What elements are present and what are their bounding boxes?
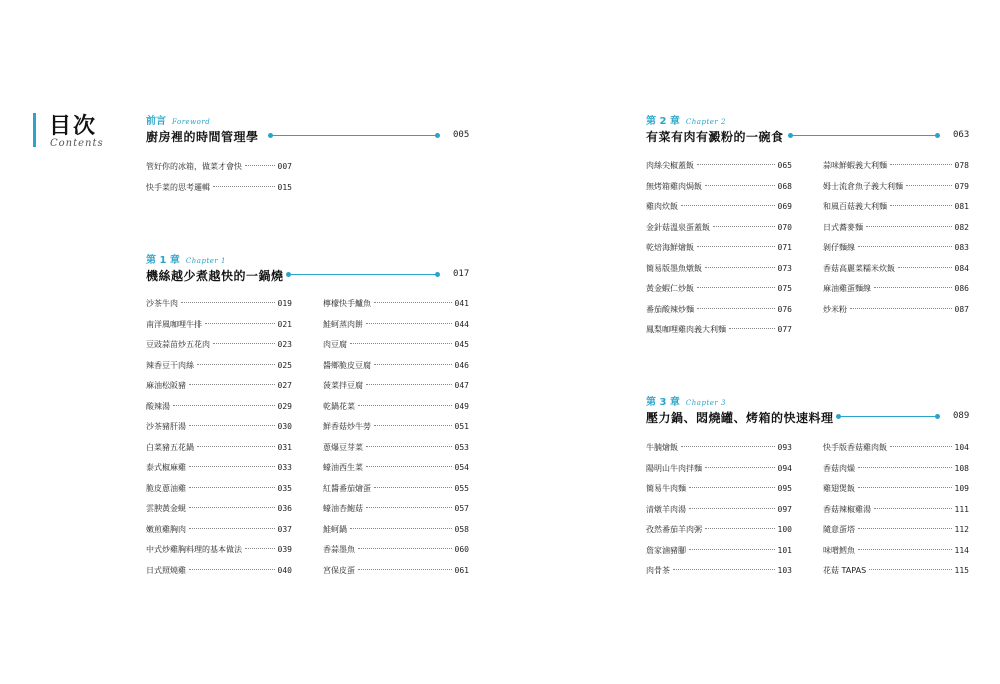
toc-entry[interactable] (323, 483, 469, 495)
foreword-rule (270, 135, 438, 136)
foreword-title: 廚房裡的時間管理學 (146, 130, 259, 144)
toc-entry-title: 鮭蚵鍋 (323, 524, 347, 534)
toc-entry[interactable] (646, 483, 792, 495)
toc-entry[interactable] (323, 339, 469, 351)
leader-dots (189, 528, 275, 529)
foreword-tag: 前言 Foreword (146, 116, 211, 127)
toc-entry-title: 番茄酸辣炒麵 (646, 304, 694, 314)
toc-entry-page: 046 (454, 360, 469, 370)
toc-entry[interactable] (646, 504, 792, 516)
leader-dots (366, 384, 452, 385)
toc-entry[interactable] (323, 565, 469, 577)
toc-entry[interactable] (823, 201, 969, 213)
leader-dots (697, 308, 775, 309)
toc-entry-page: 081 (954, 202, 969, 211)
toc-entry-title: 簡易版墨魚燉飯 (646, 263, 702, 273)
toc-entry[interactable] (323, 442, 469, 454)
toc-entry[interactable] (146, 442, 292, 454)
toc-entry[interactable] (823, 483, 969, 495)
leader-dots (689, 549, 775, 550)
toc-entry-title: 麻油松阪豬 (146, 381, 186, 390)
toc-entry-page: 070 (777, 222, 792, 232)
chapter3-rule (838, 416, 938, 417)
leader-dots (189, 384, 275, 385)
toc-entry[interactable] (646, 304, 792, 316)
toc-entry-page: 095 (777, 484, 792, 493)
toc-entry-title: 乾焙海鮮燴飯 (646, 243, 694, 252)
toc-entry-title: 陽明山牛肉拌麵 (646, 463, 702, 473)
leader-dots (189, 425, 275, 426)
page-title: 目次 (49, 114, 98, 139)
toc-entry[interactable] (146, 380, 292, 392)
toc-entry[interactable] (646, 263, 792, 275)
toc-entry-page: 103 (777, 566, 792, 575)
toc-entry-page: 036 (277, 504, 292, 513)
toc-entry[interactable] (646, 242, 792, 254)
toc-entry-title: 和風百菇義大利麵 (823, 202, 887, 211)
toc-entry[interactable] (646, 442, 792, 454)
leader-dots (366, 466, 452, 467)
toc-entry[interactable] (323, 462, 469, 474)
toc-entry-page: 087 (954, 304, 969, 314)
toc-entry-title: 嫩煎雞胸肉 (146, 524, 186, 534)
chapter2-tag: 第 2 章 Chapter 2 (646, 116, 726, 127)
toc-entry-title: 沙茶豬肝湯 (146, 422, 186, 431)
toc-entry[interactable] (146, 401, 292, 413)
toc-entry[interactable] (323, 298, 469, 310)
toc-entry-title: 脆皮蔥油雞 (146, 483, 186, 493)
leader-dots (189, 569, 275, 570)
toc-entry-page: 071 (777, 243, 792, 252)
toc-entry[interactable] (323, 503, 469, 515)
leader-dots (374, 302, 452, 303)
leader-dots (705, 467, 775, 468)
toc-entry-page: 083 (954, 243, 969, 252)
leader-dots (858, 549, 952, 550)
toc-entry-page: 060 (454, 545, 469, 554)
leader-dots (858, 246, 952, 247)
leader-dots (874, 287, 952, 288)
toc-entry[interactable] (146, 161, 292, 173)
toc-entry-page: 093 (777, 443, 792, 452)
toc-entry[interactable] (823, 565, 969, 577)
toc-entry-page: 031 (277, 442, 292, 452)
toc-entry-title: 快手版香菇雞肉飯 (823, 443, 887, 452)
leader-dots (713, 226, 775, 227)
toc-entry[interactable] (146, 360, 292, 372)
toc-entry-page: 035 (277, 483, 292, 493)
toc-entry-title: 雲腴黃金蜆 (146, 504, 186, 513)
toc-entry-title: 剝仔麵線 (823, 243, 855, 252)
chapter2-title: 有菜有肉有澱粉的一碗食 (646, 130, 784, 144)
leader-dots (858, 487, 952, 488)
toc-entry[interactable] (146, 319, 292, 331)
leader-dots (374, 425, 452, 426)
leader-dots (906, 185, 952, 186)
leader-dots (189, 487, 275, 488)
leader-dots (858, 528, 952, 529)
toc-entry-page: 045 (454, 340, 469, 349)
toc-entry-title: 蔥爆豆芽菜 (323, 442, 363, 452)
toc-entry-page: 007 (277, 162, 292, 171)
toc-entry-page: 101 (777, 545, 792, 555)
toc-entry-title: 辣香豆干肉絲 (146, 360, 194, 370)
leader-dots (890, 205, 952, 206)
chapter1-title: 機絲越少煮越快的一鍋燒 (146, 269, 284, 283)
toc-entry-title: 蠔油杏鮑菇 (323, 504, 363, 513)
toc-entry[interactable] (823, 181, 969, 193)
toc-entry-page: 019 (277, 299, 292, 308)
toc-entry[interactable] (146, 483, 292, 495)
leader-dots (729, 328, 775, 329)
toc-entry-page: 025 (277, 360, 292, 370)
toc-entry-page: 061 (454, 565, 469, 575)
toc-entry-page: 044 (454, 319, 469, 329)
leader-dots (874, 508, 952, 509)
toc-entry-page: 114 (954, 545, 969, 555)
toc-entry-page: 029 (277, 401, 292, 411)
toc-entry-page: 040 (277, 565, 292, 575)
toc-entry[interactable] (823, 442, 969, 454)
toc-entry[interactable] (646, 222, 792, 234)
leader-dots (366, 446, 452, 447)
toc-entry-page: 041 (454, 299, 469, 308)
page-subtitle: Contents (50, 138, 104, 149)
toc-entry[interactable] (646, 565, 792, 577)
toc-entry-page: 054 (454, 463, 469, 472)
leader-dots (358, 405, 452, 406)
toc-entry-title: 金針菇溫泉蛋蓋飯 (646, 222, 710, 232)
leader-dots (697, 164, 775, 165)
toc-entry-page: 111 (954, 504, 969, 514)
leader-dots (173, 405, 275, 406)
leader-dots (350, 528, 452, 529)
leader-dots (366, 323, 452, 324)
toc-entry-title: 炒米粉 (823, 304, 847, 314)
leader-dots (358, 569, 452, 570)
toc-entry[interactable] (146, 339, 292, 351)
toc-entry-page: 030 (277, 422, 292, 431)
toc-entry[interactable] (323, 421, 469, 433)
toc-entry-page: 039 (277, 545, 292, 554)
toc-entry-page: 082 (954, 222, 969, 232)
toc-entry[interactable] (646, 463, 792, 475)
leader-dots (705, 267, 775, 268)
toc-entry-title: 牛腩燴飯 (646, 443, 678, 452)
toc-entry-title: 孜然番茄羊肉粥 (646, 525, 702, 534)
toc-entry[interactable] (323, 360, 469, 372)
leader-dots (358, 548, 452, 549)
toc-entry[interactable] (146, 462, 292, 474)
toc-entry[interactable] (146, 544, 292, 556)
title-accent-bar (33, 113, 36, 147)
toc-entry-page: 027 (277, 381, 292, 390)
leader-dots (245, 165, 275, 166)
toc-entry-title: 酸辣湯 (146, 401, 170, 411)
leader-dots (705, 528, 775, 529)
toc-entry[interactable] (323, 524, 469, 536)
leader-dots (890, 446, 952, 447)
toc-entry[interactable] (146, 524, 292, 536)
toc-entry[interactable] (823, 504, 969, 516)
leader-dots (189, 507, 275, 508)
leader-dots (898, 267, 952, 268)
toc-entry[interactable] (823, 283, 969, 295)
toc-entry-page: 047 (454, 381, 469, 390)
toc-entry-title: 清燉羊肉湯 (646, 504, 686, 514)
toc-entry-title: 管好你的冰箱，做菜才會快 (146, 162, 242, 171)
toc-entry[interactable] (823, 545, 969, 557)
toc-entry[interactable] (323, 380, 469, 392)
chapter2-page[interactable]: 063 (953, 130, 970, 140)
toc-entry-page: 086 (954, 284, 969, 293)
toc-entry[interactable] (646, 181, 792, 193)
toc-entry[interactable] (646, 201, 792, 213)
toc-entry-title: 香菇高麗菜糯米炊飯 (823, 263, 895, 273)
toc-entry-title: 泰式椒麻雞 (146, 463, 186, 472)
toc-entry-page: 078 (954, 161, 969, 170)
toc-entry-page: 077 (777, 325, 792, 334)
leader-dots (866, 226, 952, 227)
toc-entry-title: 菠菜拌豆腐 (323, 381, 363, 390)
leader-dots (366, 507, 452, 508)
toc-entry[interactable] (146, 298, 292, 310)
toc-entry-title: 鳳梨咖哩雞肉義大利麵 (646, 325, 726, 334)
toc-entry-title: 乾鍋花菜 (323, 401, 355, 411)
leader-dots (869, 569, 951, 570)
toc-entry[interactable] (823, 463, 969, 475)
toc-entry-page: 084 (954, 263, 969, 273)
toc-entry-page: 108 (954, 463, 969, 473)
toc-entry[interactable] (823, 263, 969, 275)
leader-dots (181, 302, 275, 303)
foreword-page[interactable]: 005 (453, 130, 470, 140)
toc-entry-page: 055 (454, 483, 469, 493)
leader-dots (850, 308, 952, 309)
chapter1-rule (288, 274, 438, 275)
toc-entry-title: 日式蕎麥麵 (823, 222, 863, 232)
toc-entry[interactable] (323, 319, 469, 331)
chapter1-page[interactable]: 017 (453, 269, 470, 279)
leader-dots (374, 487, 452, 488)
toc-entry-page: 051 (454, 422, 469, 431)
toc-entry-page: 104 (954, 443, 969, 452)
leader-dots (245, 548, 275, 549)
leader-dots (213, 343, 275, 344)
toc-entry-page: 037 (277, 524, 292, 534)
toc-entry-title: 豆豉蒜苗炒五花肉 (146, 340, 210, 349)
toc-entry-page: 112 (954, 525, 969, 534)
toc-entry-page: 073 (777, 263, 792, 273)
toc-entry-title: 麻油雞蛋麵線 (823, 284, 871, 293)
toc-entry-title: 無烤箱雞肉焗飯 (646, 181, 702, 191)
toc-entry-page: 058 (454, 524, 469, 534)
toc-entry[interactable] (146, 565, 292, 577)
toc-entry-title: 味噌鱈魚 (823, 545, 855, 555)
toc-entry-page: 069 (777, 202, 792, 211)
toc-entry[interactable] (823, 160, 969, 172)
toc-entry-page: 065 (777, 161, 792, 170)
toc-entry-title: 快手菜的思考邏輯 (146, 182, 210, 192)
toc-entry-page: 053 (454, 442, 469, 452)
toc-entry-page: 021 (277, 319, 292, 329)
chapter3-tag: 第 3 章 Chapter 3 (646, 397, 726, 408)
toc-entry-title: 肉豆腐 (323, 340, 347, 349)
toc-entry-page: 015 (277, 182, 292, 192)
toc-entry[interactable] (646, 160, 792, 172)
toc-entry-title: 鮮香菇炒牛蒡 (323, 422, 371, 431)
toc-entry-page: 049 (454, 401, 469, 411)
toc-entry-title: 簡易牛肉麵 (646, 484, 686, 493)
chapter1-tag: 第 1 章 Chapter 1 (146, 255, 226, 266)
leader-dots (197, 446, 275, 447)
toc-entry[interactable] (146, 421, 292, 433)
toc-entry-title: 鮭蚵蒸肉餅 (323, 319, 363, 329)
leader-dots (681, 446, 775, 447)
leader-dots (673, 569, 775, 570)
toc-entry[interactable] (823, 222, 969, 234)
toc-entry-page: 075 (777, 284, 792, 293)
leader-dots (197, 364, 275, 365)
toc-entry-title: 雞肉炊飯 (646, 202, 678, 211)
toc-entry[interactable] (146, 182, 292, 194)
toc-entry-title: 姆士流倉魚子義大利麵 (823, 181, 903, 191)
leader-dots (705, 185, 775, 186)
leader-dots (890, 164, 952, 165)
toc-entry-title: 檸檬快手鱸魚 (323, 299, 371, 308)
toc-entry-title: 紅醬番茄燴蛋 (323, 483, 371, 493)
leader-dots (681, 205, 775, 206)
toc-entry-title: 香菇辣椒雞湯 (823, 504, 871, 514)
toc-entry[interactable] (323, 401, 469, 413)
toc-entry-title: 雞翅煲飯 (823, 484, 855, 493)
leader-dots (697, 246, 775, 247)
toc-entry-title: 肉絲尖椒蓋飯 (646, 161, 694, 170)
toc-entry-page: 023 (277, 340, 292, 349)
leader-dots (697, 287, 775, 288)
leader-dots (350, 343, 452, 344)
toc-entry-page: 094 (777, 463, 792, 473)
toc-entry-page: 100 (777, 525, 792, 534)
chapter3-page[interactable]: 089 (953, 411, 970, 421)
toc-entry-title: 中式炒雞胸料理的基本做法 (146, 545, 242, 554)
toc-entry-title: 花菇 TAPAS (823, 566, 867, 575)
leader-dots (213, 186, 275, 187)
toc-entry-title: 詹家滷豬腳 (646, 545, 686, 555)
leader-dots (374, 364, 452, 365)
toc-entry-title: 肉骨茶 (646, 566, 670, 575)
toc-entry-page: 109 (954, 484, 969, 493)
toc-entry-title: 宮保皮蛋 (323, 565, 355, 575)
toc-entry-title: 南洋風咖哩牛排 (146, 319, 202, 329)
toc-entry[interactable] (823, 524, 969, 536)
toc-entry-title: 沙茶牛肉 (146, 299, 178, 308)
leader-dots (189, 466, 275, 467)
toc-entry-title: 蠔油西生菜 (323, 463, 363, 472)
toc-entry-title: 香菇肉燥 (823, 463, 855, 473)
toc-entry-page: 097 (777, 504, 792, 514)
toc-entry-title: 黃金蝦仁炒飯 (646, 284, 694, 293)
toc-entry-page: 115 (954, 566, 969, 575)
toc-entry[interactable] (146, 503, 292, 515)
toc-entry-title: 隨意蛋塔 (823, 525, 855, 534)
leader-dots (858, 467, 952, 468)
toc-entry[interactable] (823, 242, 969, 254)
toc-entry-title: 日式照燒雞 (146, 565, 186, 575)
leader-dots (205, 323, 275, 324)
toc-entry-title: 香蒜墨魚 (323, 545, 355, 554)
toc-entry-page: 033 (277, 463, 292, 472)
toc-entry-title: 白菜豬五花鍋 (146, 442, 194, 452)
chapter3-title: 壓力鍋、悶燒罐、烤箱的快速料理 (646, 411, 834, 425)
toc-entry[interactable] (646, 524, 792, 536)
toc-entry[interactable] (646, 545, 792, 557)
toc-entry-page: 057 (454, 504, 469, 513)
chapter2-rule (790, 135, 938, 136)
toc-entry-page: 068 (777, 181, 792, 191)
leader-dots (689, 508, 775, 509)
toc-entry-title: 醬鄉脆皮豆腐 (323, 360, 371, 370)
toc-entry[interactable] (323, 544, 469, 556)
toc-entry[interactable] (646, 283, 792, 295)
leader-dots (689, 487, 775, 488)
toc-entry[interactable] (646, 324, 792, 336)
toc-entry-page: 079 (954, 181, 969, 191)
toc-entry[interactable] (823, 304, 969, 316)
toc-entry-page: 076 (777, 304, 792, 314)
toc-entry-title: 蒜味鮮蝦義大利麵 (823, 161, 887, 170)
